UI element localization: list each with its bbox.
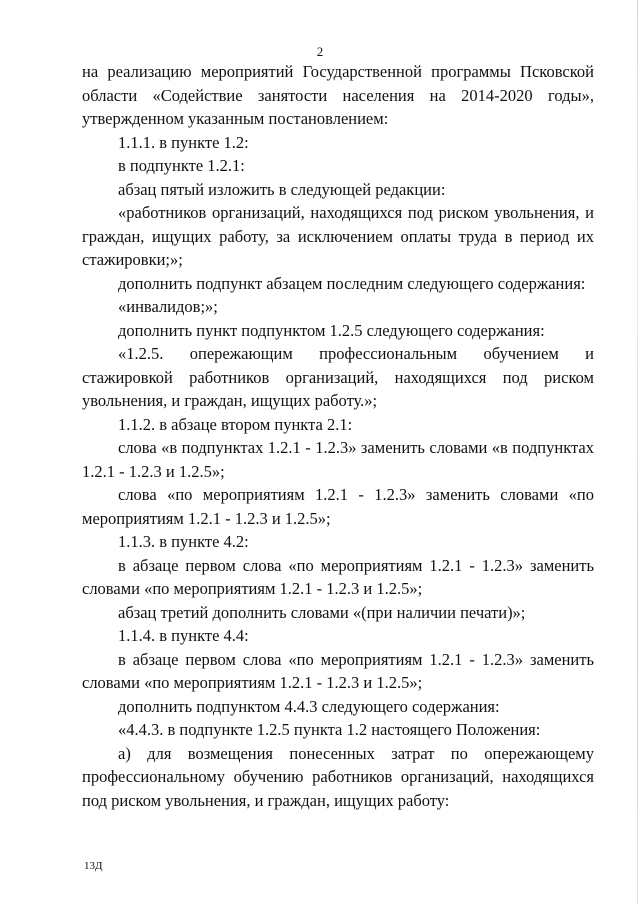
paragraph-4-2-first-abzac: в абзаце первом слова «по мероприятиям 1.2.1 - 1.2.3» заменить словами «по мероприятиям 1.2.1 - 1.2.3 и 1.2.5»;: [82, 555, 594, 598]
paragraph-item-1-1-1: 1.1.1. в пункте 1.2:: [118, 132, 249, 152]
paragraph-replace-subitems: слова «в подпунктах 1.2.1 - 1.2.3» заменить словами «в подпунктах 1.2.1 - 1.2.3 и 1.2.5»;: [82, 438, 594, 481]
paragraph-add-last-abzac: дополнить подпункт абзацем последним следующего содержания:: [118, 273, 586, 293]
paragraph-quote-4-4-3: «4.4.3. в подпункте 1.2.5 пункта 1.2 настоящего Положения:: [118, 720, 541, 739]
paragraph-item-1-1-4: 1.1.4. в пункте 4.4:: [118, 626, 249, 645]
paragraph-add-subitem-1-2-5: дополнить пункт подпунктом 1.2.5 следующего содержания:: [118, 320, 545, 340]
paragraph-quote-1-2-5: «1.2.5. опережающим профессиональным обучением и стажировкой работников организаций, находящихся под риском увольнения, и граждан, ищущих работу.»;: [82, 344, 594, 410]
paragraph-4-4-first-abzac: в абзаце первом слова «по мероприятиям 1.2.1 - 1.2.3» заменить словами «по мероприятиям 1.2.1 - 1.2.3 и 1.2.5»;: [82, 649, 594, 692]
paragraph-fifth-abzac: абзац пятый изложить в следующей редакции:: [118, 179, 446, 199]
paragraph-quote-workers: «работников организаций, находящихся под риском увольнения, и граждан, ищущих работу, за исключением оплаты труда в период их стажировки;»;: [82, 203, 594, 269]
page-number: 2: [316, 44, 324, 59]
paragraph-4-2-third-abzac: абзац третий дополнить словами «(при наличии печати)»;: [118, 602, 526, 622]
paragraph-item-1-1-3: 1.1.3. в пункте 4.2:: [118, 532, 249, 551]
paragraph-program-reference: на реализацию мероприятий Государственной программы Псковской области «Содействие занятости населения на 2014-2020 годы», утвержденном указанным постановлением:: [82, 62, 594, 128]
paragraph-item-1-1-2: 1.1.2. в абзаце втором пункта 2.1:: [118, 414, 353, 434]
paragraph-item-a: а) для возмещения понесенных затрат по опережающему профессиональному обучению работников организаций, находящихся под риском увольнения, и граждан, ищущих работу:: [82, 743, 594, 810]
footer-code: 13Д: [84, 860, 103, 872]
paragraph-subitem-1-2-1: в подпункте 1.2.1:: [118, 156, 245, 175]
paragraph-add-subitem-4-4-3: дополнить подпунктом 4.4.3 следующего содержания:: [118, 696, 500, 716]
paragraph-replace-measures: слова «по мероприятиям 1.2.1 - 1.2.3» заменить словами «по мероприятиям 1.2.1 - 1.2.3 и 1.2.5»;: [82, 485, 594, 528]
document-body: [82, 60, 594, 812]
scan-edge-line: [637, 0, 638, 905]
paragraph-quote-invalids: «инвалидов;»;: [118, 297, 218, 316]
